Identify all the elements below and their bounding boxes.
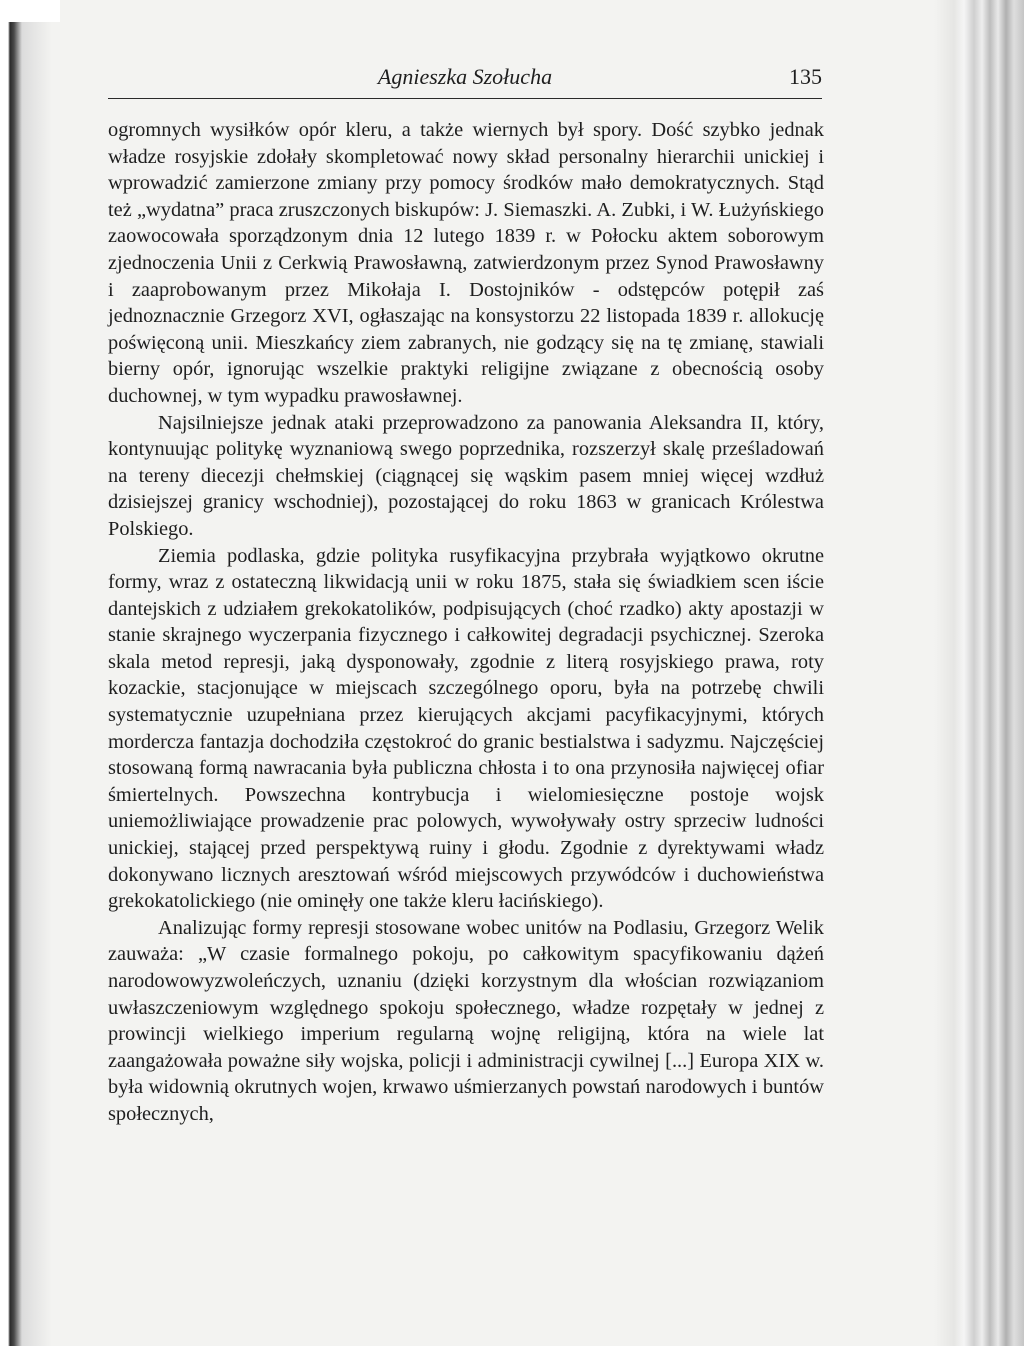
paragraph: ogromnych wysiłków opór kleru, a także wiernych był spory. Dość szybko jednak władze rosyjskie zdołały skompletować nowy skład personalny hierarchii unickiej i wprowadzić zamierzone zmiany przy pomocy środków mało demokratycznych. Stąd też „wydatna” praca zruszczonych biskupów: J. Siemaszki. A. Zubki, i W. Łużyńskiego zaowocowała sporządzonym dnia 12 lutego 1839 r. w Połocku aktem soborowym zjednoczenia Unii z Cerkwią Prawosławną, zatwierdzonym przez Synod Prawosławny i zaaprobowanym przez Mikołaja I. Dostojników - odstępców potępił zaś jednoznacznie Grzegorz XVI, ogłaszając na konsystorzu 22 listopada 1839 r. allokucję poświęconą unii. Mieszkańcy ziem zabranych, nie godzący się na tę zmianę, stawiali bierny opór, ignorując wszelkie praktyki religijne związane z obecnością osoby duchownej, w tym wypadku prawosławnej. <box>108 119 824 407</box>
book-binding-shadow <box>0 0 52 1346</box>
running-header <box>108 62 822 96</box>
page-corner <box>0 0 60 22</box>
paragraph: Najsilniejsze jednak ataki przeprowadzono za panowania Aleksandra II, który, kontynuując politykę wyznaniową swego poprzednika, rozszerzył skalę prześladowań na tereny diecezji chełmskiej (ciągnącej się wąskim pasem mniej więcej wzdłuż dzisiejszej granicy wschodniej), pozostającej do roku 1863 w granicach Królestwa Polskiego. <box>108 411 824 540</box>
paragraph: Analizując formy represji stosowane wobec unitów na Podlasiu, Grzegorz Welik zauważa: „W czasie formalnego pokoju, po całkowitym spacyfikowaniu dążeń narodowowyzwoleńczych, uznaniu (dzięki korzystnym dla włościan rozwiązaniom uwłaszczeniowym względnego spokoju społecznego, władze rozpętały w jednej z prowincji wielkiego imperium regularną wojnę religijną, która na wiele lat zaangażowała poważne siły wojska, policji i administracji cywilnej [...] Europa XIX w. była widownią okrutnych wojen, krwawo uśmierzanych powstań narodowych i buntów społecznych, <box>108 916 824 1125</box>
paragraph: Ziemia podlaska, gdzie polityka rusyfikacyjna przybrała wyjątkowo okrutne formy, wraz z ostateczną likwidacją unii w roku 1875, stała się świadkiem scen iście dantejskich z udziałem grekokatolików, podpisujących (choć rzadko) akty apostazji w stanie skrajnego wyczerpania fizycznego i całkowitej degradacji psychicznej. Szeroka skala metod represji, jaką dysponowały, zgodnie z literą rosyjskiego prawa, roty kozackie, stacjonujące w miejscach szczególnego oporu, była na potrzebę chwili systematycznie uzupełniana przez kierujących akcjami pacyfikacyjnymi, których mordercza fantazja dochodziła częstokroć do granic bestialstwa i sadyzmu. Najczęściej stosowaną formą nawracania była publiczna chłosta i to ona przynosiła najwięcej ofiar śmiertelnych. Powszechna kontrybucja i wielomiesięczne postoje wojsk uniemożliwiające prowadzenie prac polowych, wywoływały ostry sprzeciw ludności unickiej, stającej przed perspektywą ruiny i głodu. Zgodnie z dyrektywami władz dokonywano licznych aresztowań wśród miejscowych przywódców i duchowieństwa grekokatolickiego (nie ominęły one także kleru łacińskiego). <box>108 544 824 913</box>
header-divider <box>108 98 822 99</box>
page-edges <box>934 0 1024 1346</box>
body-text <box>108 117 824 1128</box>
header-author: Agnieszka Szołucha <box>377 64 553 89</box>
page-number: 135 <box>789 64 822 89</box>
